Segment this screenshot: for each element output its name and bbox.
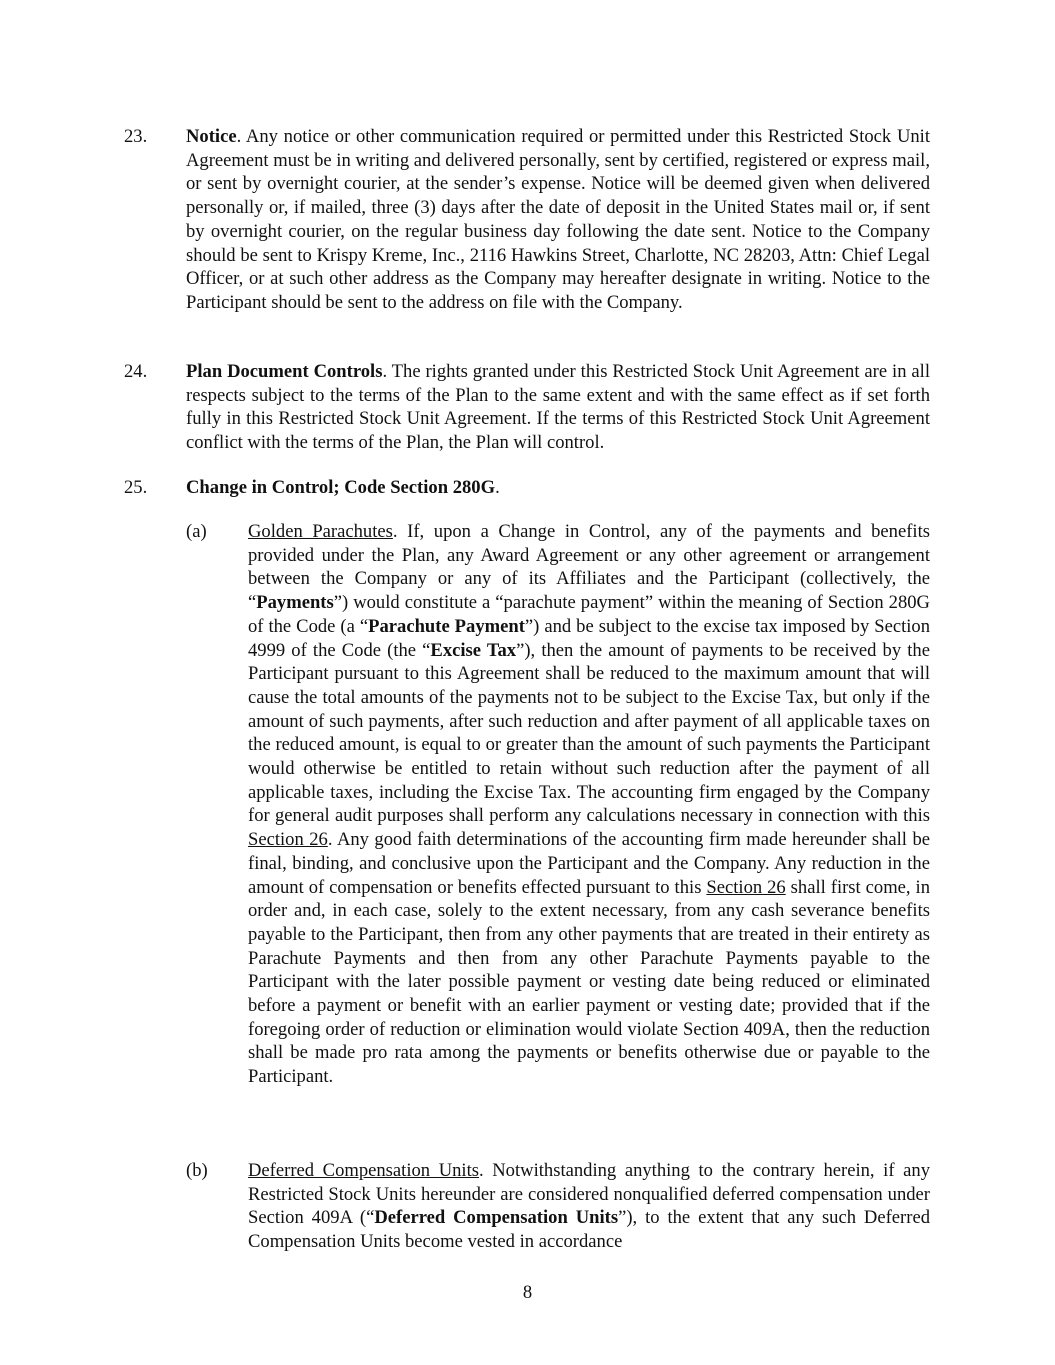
body-text: . If, upon a Change in Control, any of the payments and benefits provided under the Plan, any Award Agreement or any other agreement or arrangement between the Company or any of its Affiliates and the Participant (collectively, the “ [248, 521, 930, 614]
section-body [186, 125, 930, 315]
subsection-title: Deferred Compensation Units [248, 1160, 479, 1181]
section-number: 24. [124, 361, 148, 382]
defined-term: Excise Tax [430, 639, 517, 661]
body-text: . Notwithstanding anything to the contrary herein, if any Restricted Stock Units hereunder are considered nonqualified deferred compensation under Section 409A (“ [248, 1160, 930, 1229]
subsection-label: (b) [186, 1160, 208, 1181]
section-heading: Notice [186, 126, 237, 147]
subsection-label: (a) [186, 521, 207, 542]
defined-term: Parachute Payment [368, 615, 525, 637]
subsection-body [248, 520, 930, 1089]
body-text: ”) and be subject to the excise tax imposed by Section 4999 of the Code (the “ [248, 615, 930, 661]
defined-term: Deferred Compensation Units [374, 1207, 619, 1229]
body-text: ”), to the extent that any such Deferred Compensation Units become vested in accordance [248, 1207, 930, 1253]
defined-term: Payments [256, 592, 334, 614]
body-text: shall first come, in order and, in each case, solely to the extent necessary, from any cash severance benefits payable to the Participant, then from any other payments that are treated in their entirety as Parachute Payments and then from any other Parachute Payments payable to the Participant with the later possible payment or vesting date being reduced or eliminated before a payment or benefit with an earlier payment or vesting date; provided that if the foregoing order of reduction or elimination would violate Section 409A, then the reduction shall be made pro rata among the payments or benefits otherwise due or payable to the Participant. [248, 876, 930, 1088]
section-text: . The rights granted under this Restricted Stock Unit Agreement are in all respects subject to the terms of the Plan to the same extent and with the same effect as if set forth fully in this Restricted Stock Unit Agreement. If the terms of this Restricted Stock Unit Agreement conflict with the terms of the Plan, the Plan will control. [186, 361, 930, 454]
section-body [186, 360, 930, 455]
page-number: 8 [522, 1282, 533, 1303]
subsection-body [248, 1159, 930, 1254]
body-text: ”), then the amount of payments to be received by the Participant pursuant to this Agreement shall be reduced to the maximum amount that will cause the total amounts of the payments not to be subject to the Excise Tax, but only if the amount of such payments, after such reduction and after payment of all applicable taxes on the reduced amount, is equal to or greater than the amount of such payments the Participant would otherwise be entitled to retain without such reduction after the payment of all applicable taxes, including the Excise Tax. The accounting firm engaged by the Company for general audit purposes shall perform any calculations necessary in connection with this [248, 639, 930, 827]
body-text: ”) would constitute a “parachute payment” within the meaning of Section 280G of the Code (a “ [248, 592, 930, 637]
section-reference: Section 26 [706, 876, 786, 898]
section-number: 25. [124, 477, 148, 498]
section-heading: Plan Document Controls [186, 361, 383, 382]
body-text: . Any good faith determinations of the accounting firm made hereunder shall be final, binding, and conclusive upon the Participant and the Company. Any reduction in the amount of compensation or benefits effected pursuant to this [248, 829, 930, 898]
section-text: . Any notice or other communication required or permitted under this Restricted Stock Unit Agreement must be in writing and delivered personally, sent by certified, registered or express mail, or sent by overnight courier, at the sender’s expense. Notice will be deemed given when delivered personally or, if mailed, three (3) days after the date of deposit in the United States mail or, if sent by overnight courier, on the regular business day following the date sent. Notice to the Company should be sent to Krispy Kreme, Inc., 2116 Hawkins Street, Charlotte, NC 28203, Attn: Chief Legal Officer, or at such other address as the Company may hereafter designate in writing. Notice to the Participant should be sent to the address on file with the Company. [186, 126, 930, 313]
section-heading: Change in Control; Code Section 280G [186, 477, 496, 498]
subsection-title: Golden Parachutes [248, 521, 393, 542]
section-text: . [495, 477, 500, 498]
section-number: 23. [124, 126, 148, 147]
section-body [186, 476, 930, 500]
section-reference: Section 26 [248, 829, 328, 851]
